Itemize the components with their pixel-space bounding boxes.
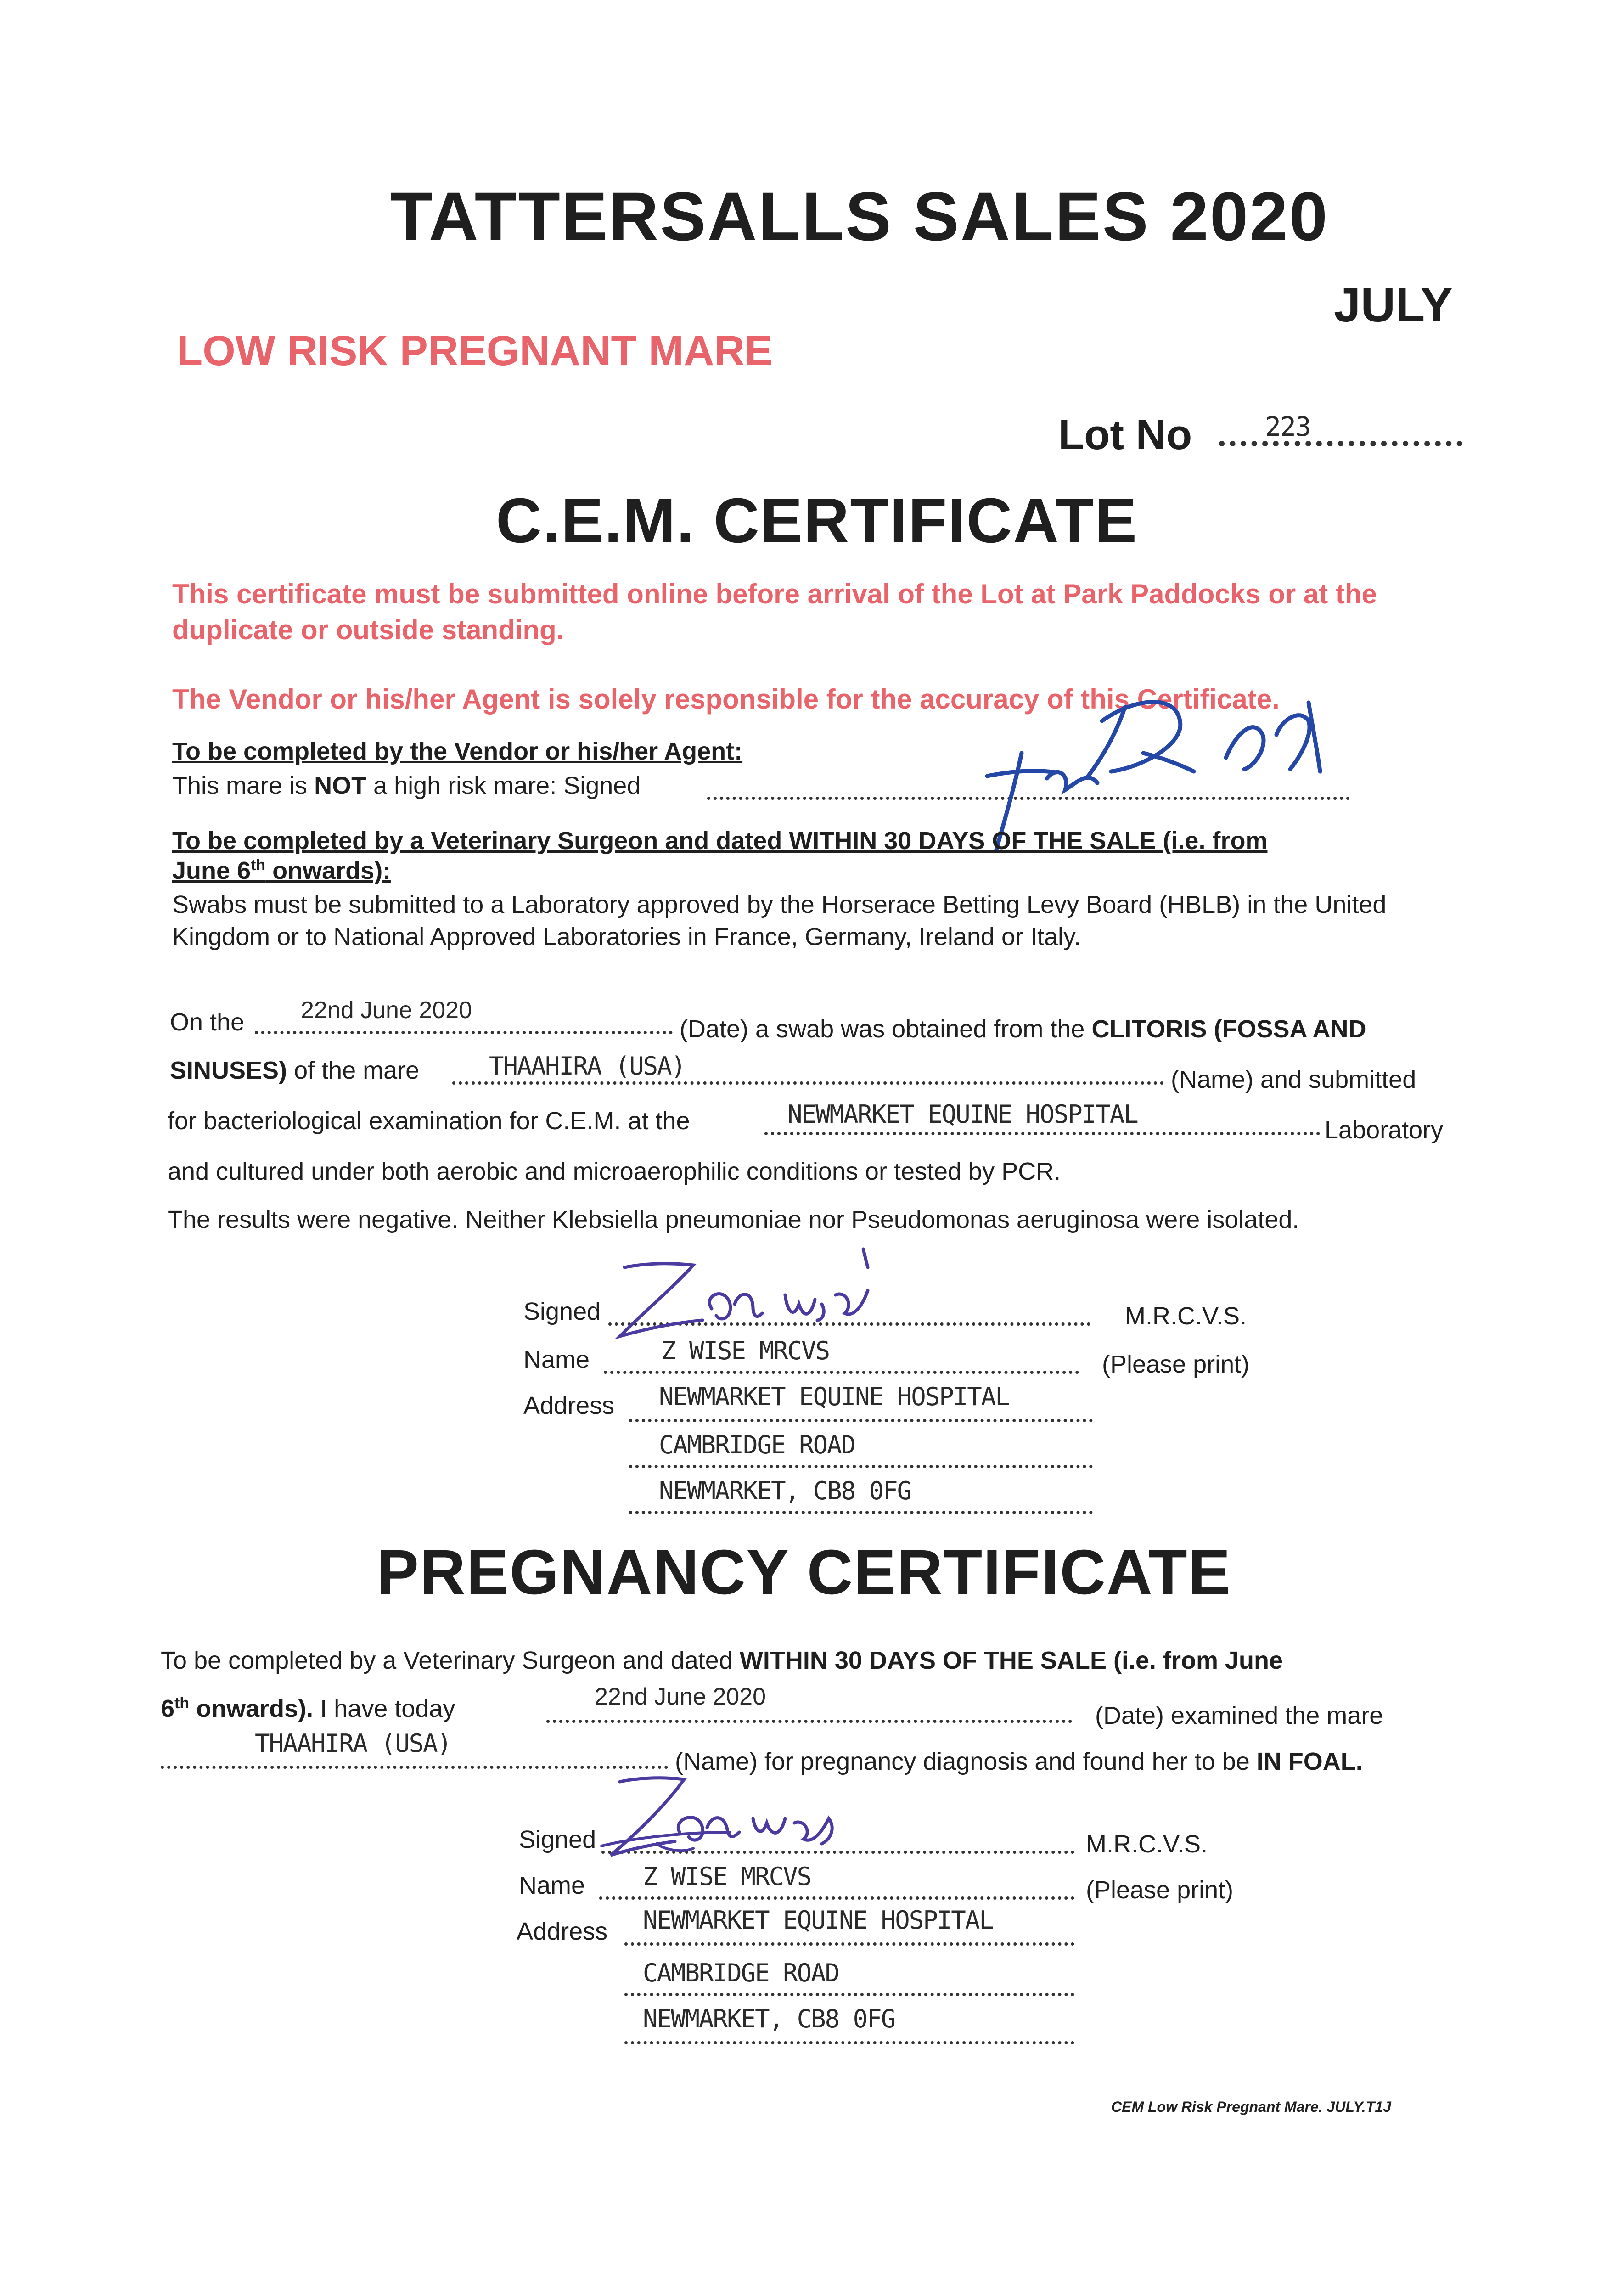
preg-mare-name: THAAHIRA (USA) bbox=[255, 1729, 451, 1758]
document-title: TATTERSALLS SALES 2020 bbox=[390, 178, 1329, 255]
preg-please-print: (Please print) bbox=[1086, 1876, 1234, 1904]
lot-number: 223 bbox=[1265, 411, 1310, 442]
preg-address-3: NEWMARKET, CB8 0FG bbox=[643, 2004, 895, 2033]
name-submitted: (Name) and submitted bbox=[1171, 1066, 1416, 1093]
cem-mrcvs: M.R.C.V.S. bbox=[1125, 1302, 1247, 1330]
lot-dots bbox=[1219, 441, 1462, 446]
date-text bbox=[680, 1015, 1366, 1043]
cem-address-1: NEWMARKET EQUINE HOSPITAL bbox=[659, 1382, 1009, 1411]
cem-signed-label: Signed bbox=[523, 1298, 601, 1325]
vendor-line-a: This mare is bbox=[172, 772, 315, 799]
pregnancy-certificate-title: PREGNANCY CERTIFICATE bbox=[376, 1537, 1231, 1608]
vet-heading-c: June 6 bbox=[172, 857, 251, 884]
cem-address-dots-3 bbox=[629, 1511, 1093, 1514]
cem-name-value: Z WISE MRCVS bbox=[661, 1336, 830, 1365]
preg-name-dots bbox=[599, 1896, 1074, 1900]
vendor-line-b: a high risk mare: Signed bbox=[366, 772, 641, 799]
swabs-text: Swabs must be submitted to a Laboratory approved by the Horserace Betting Levy Board (HBLB) in the United Kingdom or to National Approved Laboratories in France, Germany, Ireland or Italy. bbox=[172, 891, 1387, 951]
preg-line2-bold-b: onwards). bbox=[189, 1695, 314, 1722]
preg-line2-end: (Date) examined the mare bbox=[1095, 1702, 1383, 1729]
sinuses-bold: SINUSES) bbox=[170, 1057, 287, 1084]
preg-address-dots-3 bbox=[624, 2041, 1074, 2044]
cem-address-2: CAMBRIDGE ROAD bbox=[659, 1430, 855, 1459]
cem-lab-name: NEWMARKET EQUINE HOSPITAL bbox=[787, 1100, 1138, 1129]
vet-heading-bold: WITHIN 30 DAYS OF THE SALE bbox=[789, 827, 1156, 855]
form-reference: CEM Low Risk Pregnant Mare. JULY.T1J bbox=[1111, 2099, 1391, 2115]
cem-mare-name: THAAHIRA (USA) bbox=[489, 1052, 686, 1080]
preg-line2-text: I have today bbox=[313, 1695, 455, 1722]
vendor-line-not: NOT bbox=[314, 772, 367, 799]
preg-name-label: Name bbox=[519, 1872, 585, 1899]
cem-mare-dots bbox=[452, 1081, 1164, 1085]
cem-address-label: Address bbox=[523, 1392, 615, 1419]
cem-address-3: NEWMARKET, CB8 0FG bbox=[659, 1476, 911, 1505]
preg-line3-text: (Name) for pregnancy diagnosis and found her to be bbox=[675, 1748, 1257, 1775]
preg-intro-a: To be completed by a Veterinary Surgeon and dated bbox=[161, 1647, 740, 1674]
cem-name-dots bbox=[604, 1371, 1079, 1374]
vet-heading bbox=[172, 827, 1267, 855]
sinuses-line bbox=[170, 1056, 419, 1085]
vet-heading-b: (i.e. from bbox=[1156, 827, 1268, 855]
results-text: The results were negative. Neither Klebsiella pneumoniae nor Pseudomonas aeruginosa were isolated. bbox=[168, 1206, 1299, 1233]
cem-date-dots bbox=[255, 1031, 673, 1034]
preg-address-dots-2 bbox=[624, 1993, 1074, 1996]
preg-signed-label: Signed bbox=[519, 1826, 596, 1853]
preg-intro-bold: WITHIN 30 DAYS OF THE SALE (i.e. from June bbox=[739, 1647, 1283, 1674]
cem-address-dots-1 bbox=[629, 1419, 1093, 1422]
cem-certificate-title: C.E.M. CERTIFICATE bbox=[496, 485, 1138, 556]
submission-notice: This certificate must be submitted online before arrival of the Lot at Park Paddocks or at the duplicate or outside standing. bbox=[172, 579, 1377, 645]
preg-name-value: Z WISE MRCVS bbox=[643, 1862, 811, 1891]
preg-date-dots bbox=[546, 1720, 1072, 1723]
preg-address-dots-1 bbox=[624, 1942, 1074, 1946]
date-text-a: (Date) a swab was obtained from the bbox=[680, 1015, 1092, 1043]
preg-date-value: 22nd June 2020 bbox=[595, 1683, 766, 1710]
preg-mrcvs: M.R.C.V.S. bbox=[1086, 1830, 1208, 1858]
preg-vet-signature bbox=[574, 1740, 868, 1869]
cem-address-dots-2 bbox=[629, 1465, 1093, 1468]
cem-please-print: (Please print) bbox=[1102, 1351, 1250, 1378]
lot-label: Lot No bbox=[1058, 411, 1192, 458]
cem-name-label: Name bbox=[523, 1346, 590, 1373]
cem-date-value: 22nd June 2020 bbox=[301, 997, 472, 1024]
preg-intro-line bbox=[161, 1646, 1283, 1675]
date-text-bold: CLITORIS (FOSSA AND bbox=[1091, 1015, 1366, 1043]
cultured-text: and cultured under both aerobic and microaerophilic conditions or tested by PCR. bbox=[168, 1158, 1061, 1185]
cem-lab-dots bbox=[764, 1132, 1320, 1135]
preg-line3-bold: IN FOAL. bbox=[1256, 1748, 1363, 1775]
preg-address-label: Address bbox=[517, 1918, 608, 1945]
preg-line2-sup: th bbox=[174, 1694, 190, 1712]
category-label: LOW RISK PREGNANT MARE bbox=[177, 327, 773, 374]
responsibility-notice: The Vendor or his/her Agent is solely responsible for the accuracy of this Certificate. bbox=[172, 684, 1280, 715]
vet-heading-d: onwards): bbox=[265, 857, 391, 884]
sinuses-text: of the mare bbox=[287, 1057, 420, 1084]
preg-address-2: CAMBRIDGE ROAD bbox=[643, 1958, 839, 1987]
month-label: JULY bbox=[1334, 278, 1453, 332]
on-the-label: On the bbox=[170, 1008, 245, 1036]
preg-address-1: NEWMARKET EQUINE HOSPITAL bbox=[643, 1906, 993, 1935]
vet-heading-line2 bbox=[172, 856, 391, 885]
cem-vet-signature bbox=[606, 1240, 891, 1350]
vendor-heading: To be completed by the Vendor or his/her Agent: bbox=[172, 737, 743, 765]
vet-heading-sup: th bbox=[251, 856, 266, 874]
vet-heading-a: To be completed by a Veterinary Surgeon and dated bbox=[172, 827, 789, 855]
vendor-declaration bbox=[172, 771, 641, 800]
laboratory-label: Laboratory bbox=[1325, 1116, 1444, 1144]
preg-line2-bold: 6 bbox=[161, 1695, 175, 1722]
bact-text: for bacteriological examination for C.E.M. at the bbox=[168, 1107, 690, 1135]
preg-line2 bbox=[161, 1694, 455, 1723]
